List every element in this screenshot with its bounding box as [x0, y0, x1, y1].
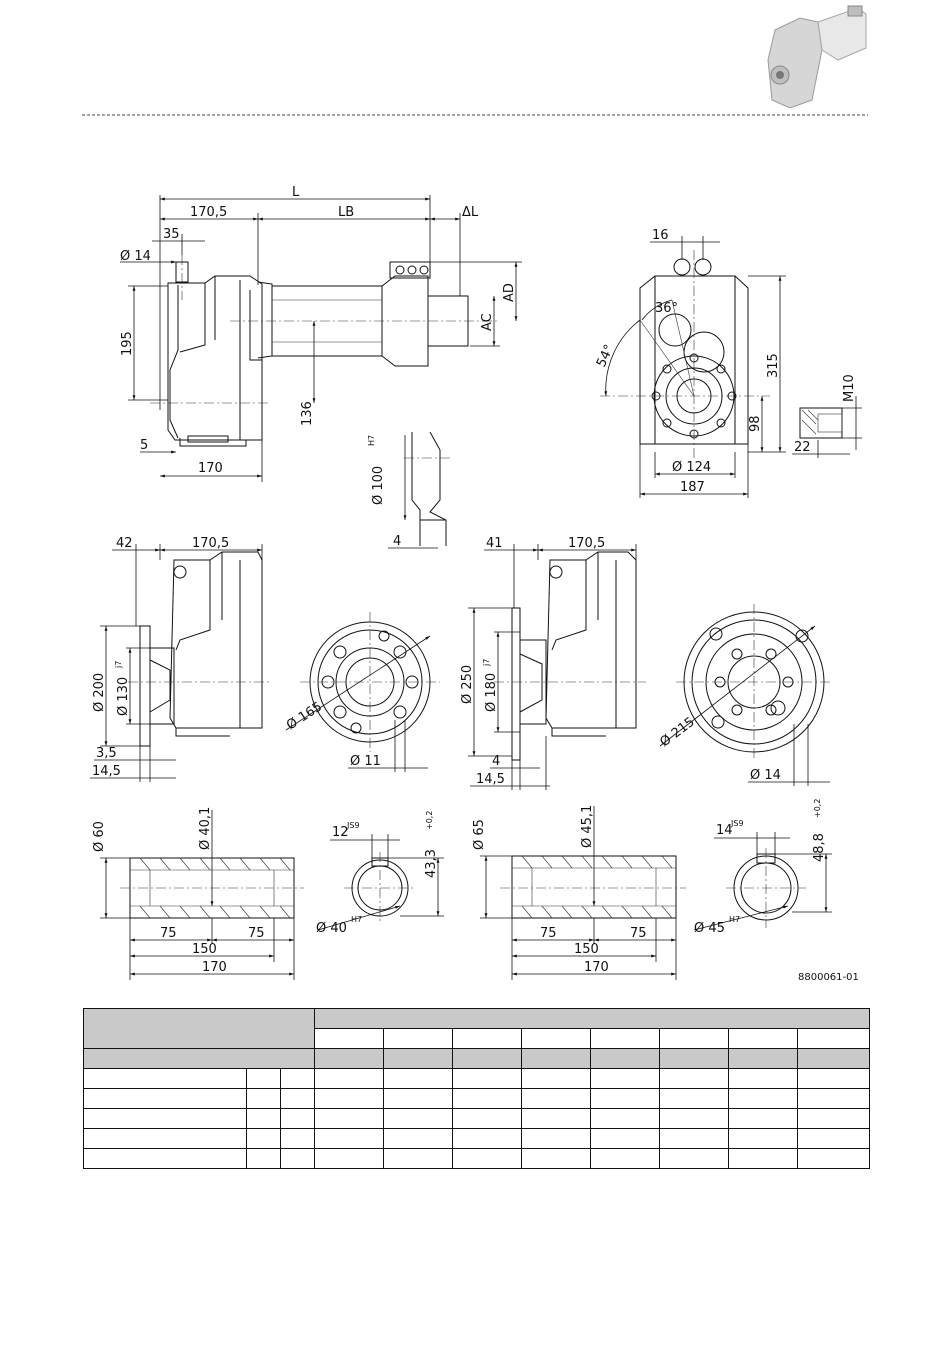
flange2-front-view	[657, 604, 832, 786]
table-row	[84, 1109, 870, 1129]
dim-d14-side: Ø 14	[120, 249, 151, 264]
dim-5: 5	[140, 438, 149, 453]
spec-header-label	[84, 1009, 315, 1049]
dim-42: 42	[116, 536, 133, 551]
dim-48-8: 48,8	[812, 833, 827, 862]
spec-subheader-cell	[315, 1049, 384, 1069]
spec-subheader-cell	[522, 1049, 591, 1069]
dim-43-3-tol: +0,2	[425, 810, 434, 830]
spec-subheader-cell	[384, 1049, 453, 1069]
shaft1-view	[92, 807, 304, 980]
spec-subheader-label	[84, 1049, 315, 1069]
spec-subheader-cell	[798, 1049, 870, 1069]
front-view	[594, 228, 862, 498]
dim-d65: Ø 65	[472, 819, 487, 850]
table-row	[84, 1149, 870, 1169]
dim-41: 41	[486, 536, 503, 551]
dim-36-deg: 36°	[655, 301, 679, 316]
dim-75b-s1: 75	[248, 926, 265, 941]
flange1-front-view	[284, 612, 440, 772]
dim-54-deg: 54°	[594, 342, 618, 370]
dim-key-14-tol: JS9	[731, 819, 744, 828]
dim-AC: AC	[480, 313, 495, 331]
dim-d180-tol: j7	[482, 658, 491, 666]
spec-col-header	[315, 1029, 384, 1049]
dim-d14-f2: Ø 14	[750, 768, 781, 783]
dim-d165: Ø 165	[284, 699, 326, 734]
spec-table	[83, 1008, 870, 1169]
spec-subheader-cell	[591, 1049, 660, 1069]
dim-170-5-f1: 170,5	[192, 536, 230, 551]
spec-subheader-cell	[453, 1049, 522, 1069]
dim-bore-45-tol: H7	[729, 915, 741, 924]
spec-header-group	[315, 1009, 870, 1029]
dim-d250: Ø 250	[460, 664, 475, 704]
dim-315: 315	[766, 353, 781, 378]
spec-col-header	[660, 1029, 729, 1049]
dim-d45-1: Ø 45,1	[580, 804, 595, 848]
dim-M10: M10	[842, 374, 857, 402]
dim-d180: Ø 180	[484, 672, 499, 712]
table-row	[84, 1069, 870, 1089]
dim-170-5-f2: 170,5	[568, 536, 606, 551]
spec-col-header	[798, 1029, 870, 1049]
dim-43-3: 43,3	[424, 849, 439, 878]
spec-col-header	[729, 1029, 798, 1049]
dim-bore-40: Ø 40	[316, 921, 347, 936]
dim-170-s1: 170	[202, 960, 227, 975]
flange1-side-view	[90, 536, 270, 782]
shaft2-bore-view	[694, 799, 832, 936]
dim-14-5-f2: 14,5	[476, 772, 505, 787]
dim-AD: AD	[502, 283, 517, 302]
dim-136: 136	[300, 401, 315, 426]
dim-key-12: 12	[332, 825, 349, 840]
flange2-side-view	[460, 536, 646, 790]
dim-195: 195	[120, 331, 135, 356]
dim-4-f2: 4	[492, 754, 501, 769]
dim-d100: Ø 100	[371, 465, 386, 505]
spec-subheader-cell	[729, 1049, 798, 1069]
dim-4-detail: 4	[393, 534, 402, 549]
dim-35: 35	[163, 227, 180, 242]
shaft2-view	[472, 805, 686, 980]
dim-187: 187	[680, 480, 705, 495]
dim-75a-s2: 75	[540, 926, 557, 941]
drawing-code: 8800061-01	[798, 972, 859, 983]
dim-170-s2: 170	[584, 960, 609, 975]
table-row	[84, 1089, 870, 1109]
dim-LB: LB	[338, 205, 355, 220]
dim-98: 98	[748, 415, 763, 432]
dim-key-12-tol: JS9	[347, 821, 360, 830]
dim-d215: Ø 215	[657, 714, 698, 751]
shaft1-bore-view	[316, 811, 444, 936]
spec-col-header	[591, 1029, 660, 1049]
detail-view	[367, 432, 450, 549]
dim-d130: Ø 130	[116, 676, 131, 716]
dim-d130-tol: j7	[114, 660, 123, 668]
dim-key-14: 14	[716, 823, 733, 838]
dim-22: 22	[794, 440, 811, 455]
dim-d11: Ø 11	[350, 754, 381, 769]
dim-bore-40-tol: H7	[351, 915, 363, 924]
spec-subheader-row	[84, 1049, 870, 1069]
dim-170-side: 170	[198, 461, 223, 476]
spec-col-header	[522, 1029, 591, 1049]
dim-d60: Ø 60	[92, 821, 107, 852]
dim-L: L	[292, 185, 300, 200]
dim-delta-L: ΔL	[462, 205, 479, 220]
dim-150-s2: 150	[574, 942, 599, 957]
spec-header-row-1	[84, 1009, 870, 1029]
spec-col-header	[384, 1029, 453, 1049]
dim-75a-s1: 75	[160, 926, 177, 941]
dim-150-s1: 150	[192, 942, 217, 957]
spec-col-header	[453, 1029, 522, 1049]
dim-48-8-tol: +0,2	[813, 798, 822, 818]
dim-16: 16	[652, 228, 669, 243]
dim-3-5: 3,5	[96, 746, 117, 761]
dim-bore-45: Ø 45	[694, 921, 725, 936]
dim-14-5-f1: 14,5	[92, 764, 121, 779]
side-view	[120, 185, 522, 482]
spec-subheader-cell	[660, 1049, 729, 1069]
dim-75b-s2: 75	[630, 926, 647, 941]
dim-d100-tol: H7	[367, 434, 376, 446]
table-row	[84, 1129, 870, 1149]
dim-d200: Ø 200	[92, 672, 107, 712]
dim-170-5-top: 170,5	[190, 205, 228, 220]
dim-d40-1: Ø 40,1	[198, 806, 213, 850]
dim-d124: Ø 124	[672, 460, 712, 475]
